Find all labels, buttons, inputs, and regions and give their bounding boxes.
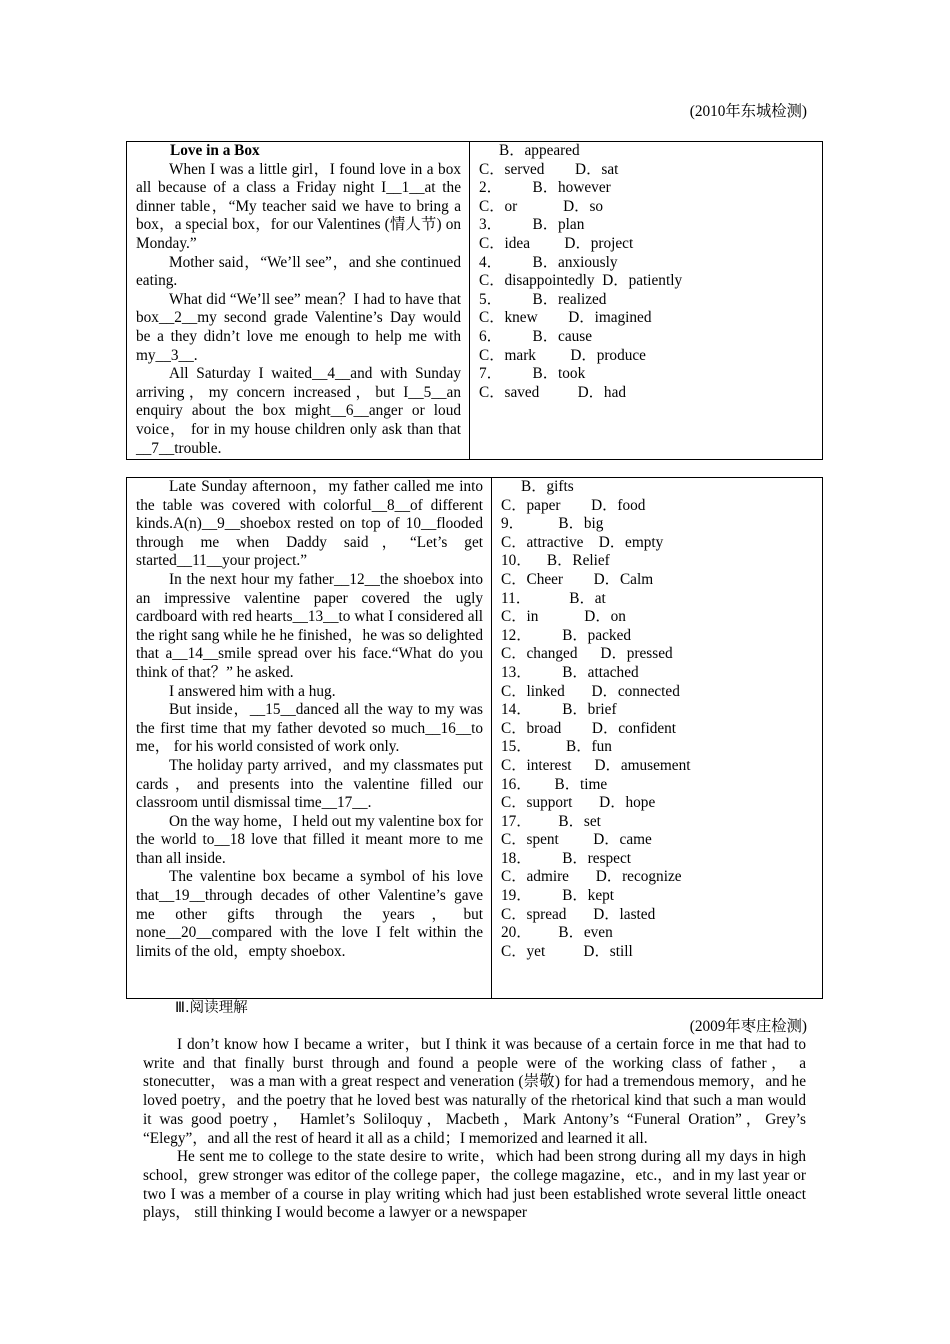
paragraph: The holiday party arrived，and my classmates put cards，and presents into the valentine filled our classroom until dismissal time__17__. xyxy=(136,756,483,812)
section-title: Ⅲ.阅读理解 xyxy=(175,1000,248,1016)
option-line: 13． B．attached xyxy=(501,663,639,681)
option-line: 9． B．big xyxy=(501,515,604,533)
option-line: C．served D．sat xyxy=(479,160,619,178)
option-line: 17． B．set xyxy=(501,812,601,830)
option-line: 14． B．brief xyxy=(501,701,617,719)
option-line: C．Cheer D．Calm xyxy=(501,570,654,588)
option-line: C．admire D．recognize xyxy=(501,868,682,886)
option-line: C．broad D．confident xyxy=(501,719,677,737)
option-line: C．mark D．produce xyxy=(479,346,646,364)
option-line: C．changed D．pressed xyxy=(501,645,673,663)
option-line: 7． B．took xyxy=(479,365,586,383)
option-line: C．attractive D．empty xyxy=(501,533,664,551)
paragraph: But inside，__15__danced all the way to my was the first time that my father devoted so much__16__to me， for his world consisted of work only. xyxy=(136,701,483,756)
option-line: B．gifts xyxy=(521,478,574,495)
option-line: B．appeared xyxy=(499,142,580,159)
option-line: C．or D．so xyxy=(479,197,604,215)
options-column-1 xyxy=(470,142,822,459)
option-line: 20． B．even xyxy=(501,924,613,942)
option-line: 15． B．fun xyxy=(501,738,612,756)
option-line: 16． B．time xyxy=(501,775,608,793)
option-line: C．in D．on xyxy=(501,608,626,626)
options-column-2 xyxy=(492,478,822,998)
option-line: C．linked D．connected xyxy=(501,682,680,700)
option-line: 4． B．anxiously xyxy=(479,253,618,271)
passage-column-1 xyxy=(127,142,470,459)
option-line: 19． B．kept xyxy=(501,887,615,905)
option-line: C．spent D．came xyxy=(501,831,652,849)
option-line: C．spread D．lasted xyxy=(501,905,656,923)
paragraph: The valentine box became a symbol of his love that__19__through decades of other Valentine’s gave me other gifts through the years，but none__20__compared with the love I felt within the limits of the old，empty shoebox. xyxy=(136,868,483,960)
option-line: 11． B．at xyxy=(501,589,606,607)
paragraph: In the next hour my father__12__the shoebox into an impressive valentine paper covered the ugly cardboard with red hearts__13__to what I considered all the right sang while he he finished，he was so delighted that a__14__smile spread over his face.“What do you think of that？” he asked. xyxy=(136,570,483,681)
source-note-top: (2010年东城检测) xyxy=(689,103,807,120)
option-line: C．interest D．amusement xyxy=(501,756,691,774)
cloze-table-2 xyxy=(126,477,823,999)
paragraph: I don’t know how I became a writer，but I think it was because of a certain force in me that had to write and that finally burst through and found a people were of the working class of father， a stonecutter， was a man with a great respect and veneration (崇敬) for had a tremendous memory，and he loved poetry，and the poetry that he loved best was naturally of the rhetorical kind that such a man would it was good poetry， Hamlet’s Soliloquy，Macbeth，Mark Antony’s “Funeral Oration”，Grey’s “Elegy”，and all the rest of heard it all as a child；I memorized and learned it all. xyxy=(143,1036,806,1147)
option-line: C．paper D．food xyxy=(501,496,646,514)
option-line: 10． B．Relief xyxy=(501,552,610,570)
option-line: 2． B．however xyxy=(479,179,611,197)
paragraph: I answered him with a hug. xyxy=(169,682,336,700)
paragraph: All Saturday I waited__4__and with Sunday arriving，my concern increased，but I__5__an enquiry about the box might__6__anger or loud voice， for in my house children only ask than that __7__trouble. xyxy=(136,365,461,457)
option-line: 12． B．packed xyxy=(501,626,632,644)
option-line: C．disappointedly D．patiently xyxy=(479,272,683,290)
passage-title: Love in a Box xyxy=(170,142,260,159)
option-line: 18． B．respect xyxy=(501,849,632,867)
option-line: C．yet D．still xyxy=(501,942,633,960)
option-line: C．support D．hope xyxy=(501,794,656,812)
paragraph: On the way home，I held out my valentine box for the world to__18 love that filled it meant more to me than all inside. xyxy=(136,812,483,867)
source-note-bottom: (2009年枣庄检测) xyxy=(689,1018,807,1035)
option-line: 6． B．cause xyxy=(479,327,593,345)
paragraph: Mother said，“We’ll see”，and she continued eating. xyxy=(136,253,461,290)
paragraph: What did “We’ll see” mean？I had to have that box__2__my second grade Valentine’s Day would be a they didn’t love me enough to help me with my__3__. xyxy=(136,290,461,364)
paragraph: When I was a little girl，I found love in a box all because of a class a Friday night I__1__at the dinner table，“My teacher said we have to bring a box，a special box，for our Valentines (情人节) on Monday.” xyxy=(136,160,461,252)
option-line: C．saved D．had xyxy=(479,383,627,401)
option-line: C．idea D．project xyxy=(479,234,634,252)
paragraph: He sent me to college to the state desire to write，which had been strong during all my days in high school，grew stronger was editor of the college paper，the college magazine，etc.，and in my last year or two I was a member of a course in play writing which had just been established wrote several little oneact plays， still thinking I would become a lawyer or a newspaper xyxy=(143,1148,806,1222)
option-line: 3． B．plan xyxy=(479,216,585,234)
passage-column-2 xyxy=(127,478,492,998)
reading-passage xyxy=(143,1036,806,1223)
option-line: C．knew D．imagined xyxy=(479,309,652,327)
paragraph: Late Sunday afternoon，my father called me into the table was covered with colorful__8__of different kinds.A(n)__9__shoebox rested on top of 10__flooded through me when Daddy said，“Let’s get started__11__your project.” xyxy=(136,478,483,570)
option-line: 5． B．realized xyxy=(479,290,607,308)
cloze-table-1 xyxy=(126,141,823,460)
